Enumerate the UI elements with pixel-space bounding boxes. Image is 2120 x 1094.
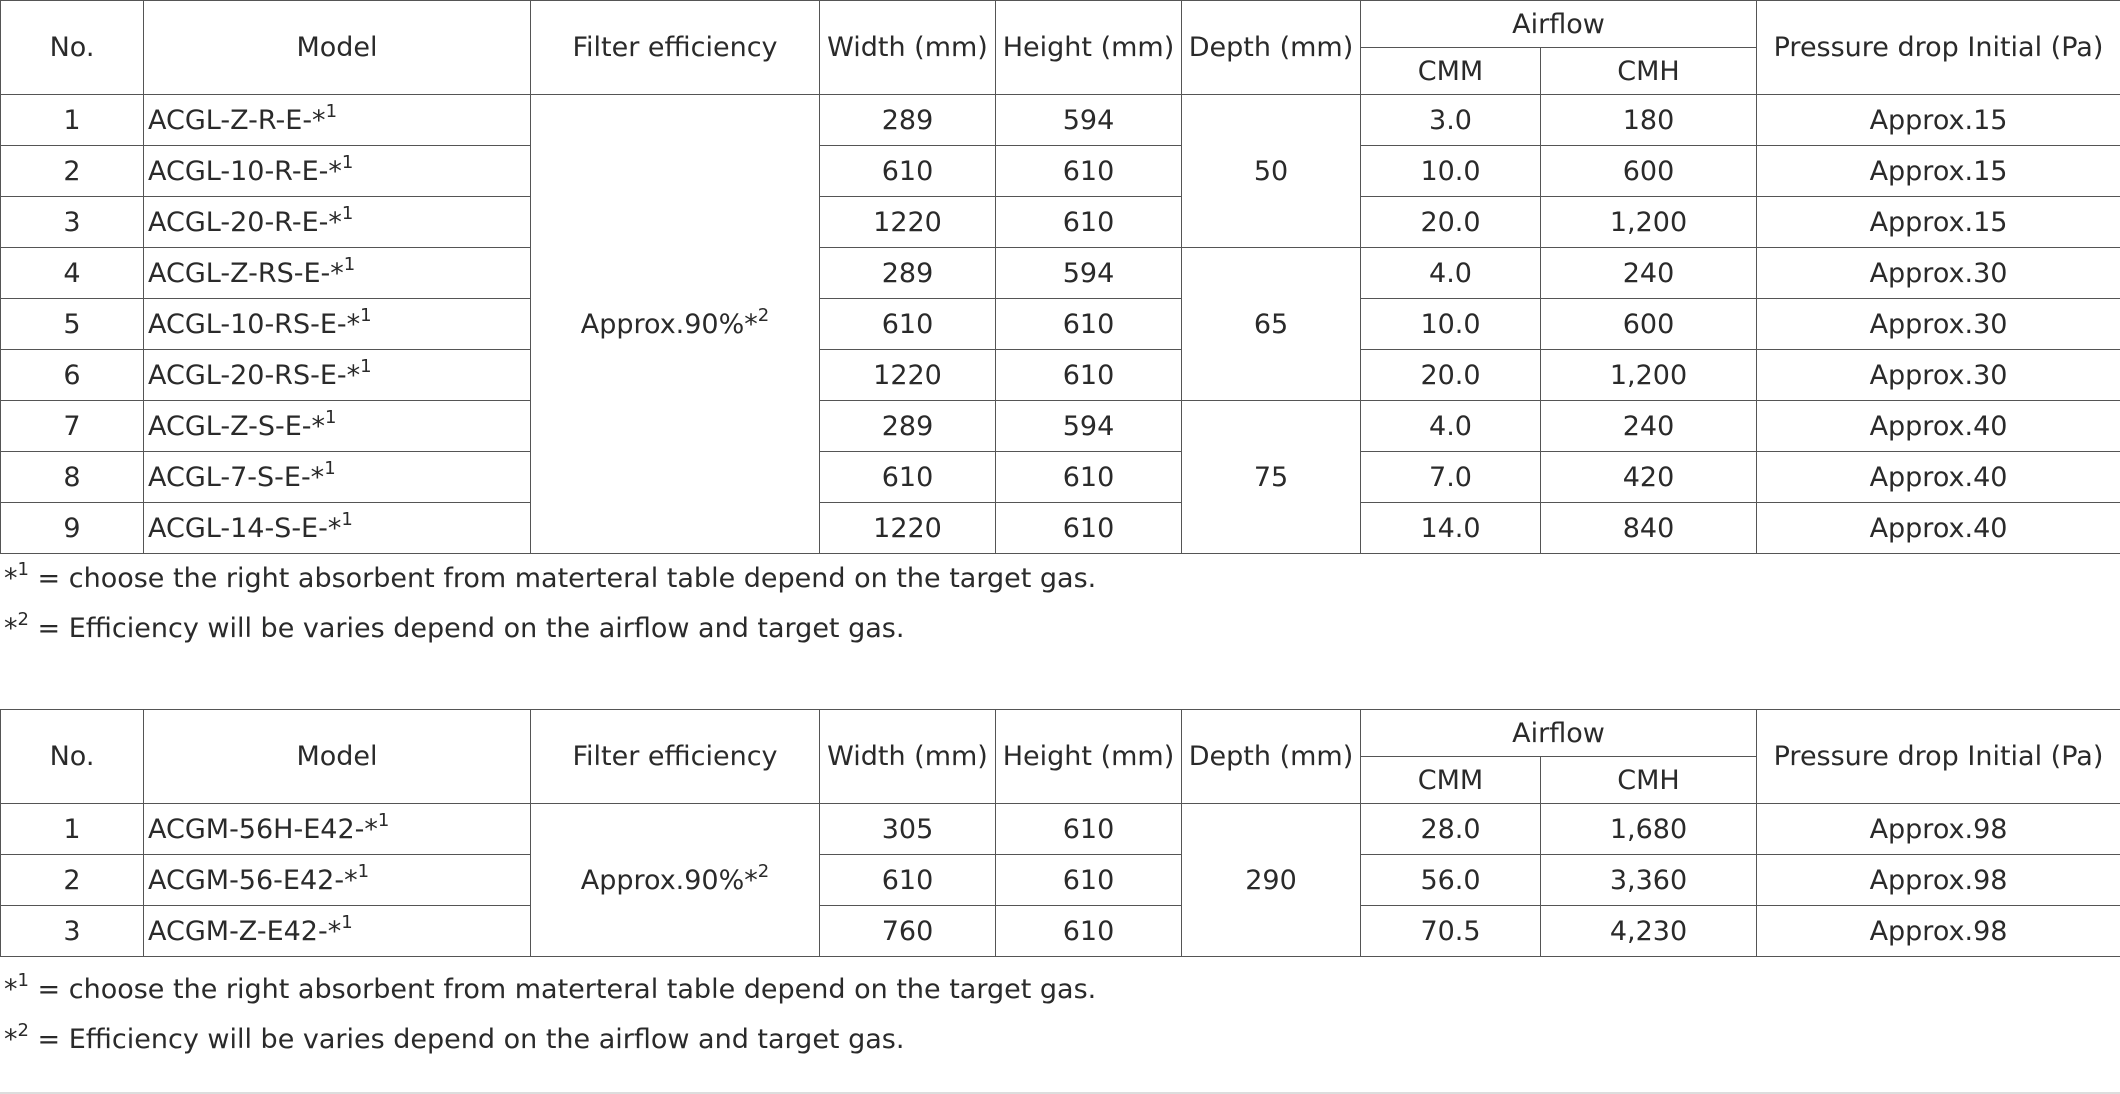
cell-cmm: 4.0 (1361, 401, 1541, 452)
cell-width: 289 (820, 401, 996, 452)
spec-section-acgm (0, 709, 2120, 1065)
table-row (1, 503, 2120, 554)
model-text: ACGM-Z-E42-* (148, 915, 342, 947)
footnote-mark: 1 (325, 406, 337, 428)
cell-height: 610 (996, 197, 1182, 248)
cell-model (144, 855, 531, 906)
footnote-text: = choose the right absorbent from materteral table depend on the target gas. (28, 974, 1097, 1005)
cell-width: 305 (820, 804, 996, 855)
footnote-mark: 1 (341, 202, 354, 224)
cell-width: 760 (820, 906, 996, 957)
cell-pressure-drop: Approx.40 (1757, 503, 2120, 554)
cell-width: 1220 (820, 197, 996, 248)
cell-no: 3 (1, 197, 144, 248)
footnote (4, 554, 2120, 604)
cell-depth: 290 (1182, 804, 1361, 957)
cell-width: 610 (820, 855, 996, 906)
cell-width: 289 (820, 95, 996, 146)
table-row (1, 855, 2120, 906)
footnote-text: = choose the right absorbent from materteral table depend on the target gas. (28, 563, 1097, 594)
header-model: Model (144, 710, 531, 804)
footnotes (0, 554, 2120, 654)
table-row (1, 299, 2120, 350)
cell-model (144, 452, 531, 503)
cell-no: 4 (1, 248, 144, 299)
cell-model (144, 804, 531, 855)
cell-height: 610 (996, 804, 1182, 855)
table-row (1, 95, 2120, 146)
footnotes (0, 957, 2120, 1065)
model-text: ACGM-56-E42-* (148, 864, 358, 896)
footnote-mark: 1 (360, 355, 372, 377)
spec-table-acgm (0, 709, 2120, 957)
table-row (1, 401, 2120, 452)
cell-model (144, 248, 531, 299)
cell-height: 610 (996, 146, 1182, 197)
cell-width: 610 (820, 299, 996, 350)
cell-height: 610 (996, 906, 1182, 957)
cell-pressure-drop: Approx.30 (1757, 299, 2120, 350)
cell-cmm: 7.0 (1361, 452, 1541, 503)
cell-cmh: 420 (1541, 452, 1757, 503)
footnote (4, 604, 2120, 654)
footnote-text: = Efficiency will be varies depend on the airflow and target gas. (28, 1024, 905, 1055)
header-cmh: CMH (1541, 48, 1757, 95)
model-text: ACGL-10-R-E-* (148, 155, 342, 187)
cell-pressure-drop: Approx.98 (1757, 906, 2120, 957)
model-text: ACGL-Z-R-E-* (148, 104, 326, 136)
cell-no: 1 (1, 804, 144, 855)
cell-cmh: 240 (1541, 248, 1757, 299)
header-height: Height (mm) (996, 710, 1182, 804)
cell-cmh: 180 (1541, 95, 1757, 146)
efficiency-text: Approx.90%* (580, 864, 758, 896)
model-text: ACGL-10-RS-E-* (148, 308, 361, 340)
cell-width: 610 (820, 146, 996, 197)
cell-height: 610 (996, 855, 1182, 906)
cell-no: 2 (1, 146, 144, 197)
cell-pressure-drop: Approx.15 (1757, 146, 2120, 197)
header-width: Width (mm) (820, 1, 996, 95)
cell-pressure-drop: Approx.15 (1757, 197, 2120, 248)
footnote-mark: 1 (341, 151, 354, 173)
footnote-mark: 1 (377, 809, 390, 831)
cell-no: 2 (1, 855, 144, 906)
footnote-number: 1 (17, 559, 29, 580)
cell-pressure-drop: Approx.40 (1757, 452, 2120, 503)
cell-pressure-drop: Approx.98 (1757, 804, 2120, 855)
cell-no: 9 (1, 503, 144, 554)
cell-cmm: 20.0 (1361, 197, 1541, 248)
cell-cmm: 20.0 (1361, 350, 1541, 401)
cell-cmh: 600 (1541, 299, 1757, 350)
header-model: Model (144, 1, 531, 95)
header-cmh: CMH (1541, 757, 1757, 804)
efficiency-text: Approx.90%* (580, 308, 758, 340)
cell-cmh: 1,680 (1541, 804, 1757, 855)
header-cmm: CMM (1361, 48, 1541, 95)
cell-pressure-drop: Approx.30 (1757, 248, 2120, 299)
cell-no: 7 (1, 401, 144, 452)
cell-model (144, 350, 531, 401)
header-pressure-drop: Pressure drop Initial (Pa) (1757, 1, 2120, 95)
cell-depth: 50 (1182, 95, 1361, 248)
cell-height: 610 (996, 299, 1182, 350)
cell-cmh: 240 (1541, 401, 1757, 452)
footnote-mark: 1 (341, 508, 353, 530)
cell-model (144, 401, 531, 452)
footnote-mark: * (4, 613, 18, 644)
table-row (1, 350, 2120, 401)
cell-cmm: 28.0 (1361, 804, 1541, 855)
header-no: No. (1, 1, 144, 95)
cell-width: 610 (820, 452, 996, 503)
footnote-mark: 1 (325, 100, 338, 122)
model-text: ACGL-14-S-E-* (148, 512, 342, 544)
cell-cmm: 10.0 (1361, 299, 1541, 350)
cell-model (144, 95, 531, 146)
cell-no: 1 (1, 95, 144, 146)
cell-height: 594 (996, 401, 1182, 452)
model-text: ACGL-20-RS-E-* (148, 359, 361, 391)
model-text: ACGL-7-S-E-* (148, 461, 325, 493)
footnote-mark: 1 (324, 457, 336, 479)
cell-height: 594 (996, 95, 1182, 146)
cell-filter-efficiency (531, 95, 820, 554)
cell-height: 594 (996, 248, 1182, 299)
model-text: ACGL-20-R-E-* (148, 206, 342, 238)
cell-pressure-drop: Approx.15 (1757, 95, 2120, 146)
table-row (1, 146, 2120, 197)
footnote-number: 1 (17, 970, 29, 991)
footnote-mark: * (4, 563, 18, 594)
cell-cmm: 70.5 (1361, 906, 1541, 957)
cell-cmh: 3,360 (1541, 855, 1757, 906)
cell-model (144, 299, 531, 350)
cell-cmm: 10.0 (1361, 146, 1541, 197)
model-text: ACGL-Z-RS-E-* (148, 257, 344, 289)
header-filter-efficiency: Filter efficiency (531, 710, 820, 804)
cell-no: 3 (1, 906, 144, 957)
header-airflow: Airflow (1361, 710, 1757, 757)
cell-cmh: 4,230 (1541, 906, 1757, 957)
cell-cmm: 14.0 (1361, 503, 1541, 554)
cell-no: 5 (1, 299, 144, 350)
footnote-number: 2 (17, 609, 29, 630)
cell-no: 8 (1, 452, 144, 503)
cell-model (144, 906, 531, 957)
header-filter-efficiency: Filter efficiency (531, 1, 820, 95)
cell-cmm: 56.0 (1361, 855, 1541, 906)
header-depth: Depth (mm) (1182, 1, 1361, 95)
header-height: Height (mm) (996, 1, 1182, 95)
header-no: No. (1, 710, 144, 804)
model-text: ACGM-56H-E42-* (148, 813, 378, 845)
table-row (1, 906, 2120, 957)
footnote-mark: 1 (343, 253, 356, 275)
header-cmm: CMM (1361, 757, 1541, 804)
table-row (1, 197, 2120, 248)
cell-width: 1220 (820, 350, 996, 401)
cell-pressure-drop: Approx.98 (1757, 855, 2120, 906)
footnote-mark: 1 (357, 860, 370, 882)
cell-cmh: 600 (1541, 146, 1757, 197)
cell-model (144, 503, 531, 554)
cell-pressure-drop: Approx.40 (1757, 401, 2120, 452)
cell-width: 289 (820, 248, 996, 299)
cell-pressure-drop: Approx.30 (1757, 350, 2120, 401)
cell-height: 610 (996, 503, 1182, 554)
footnote (4, 1015, 2120, 1065)
footnote-number: 2 (17, 1020, 29, 1041)
footnote (4, 965, 2120, 1015)
cell-cmm: 3.0 (1361, 95, 1541, 146)
cell-depth: 65 (1182, 248, 1361, 401)
footnote-text: = Efficiency will be varies depend on the airflow and target gas. (28, 613, 905, 644)
cell-height: 610 (996, 350, 1182, 401)
table-row (1, 804, 2120, 855)
header-pressure-drop: Pressure drop Initial (Pa) (1757, 710, 2120, 804)
footnote-mark: * (4, 974, 18, 1005)
header-depth: Depth (mm) (1182, 710, 1361, 804)
table-row (1, 452, 2120, 503)
header-width: Width (mm) (820, 710, 996, 804)
model-text: ACGL-Z-S-E-* (148, 410, 326, 442)
footnote-mark: 2 (757, 860, 770, 882)
cell-cmm: 4.0 (1361, 248, 1541, 299)
table-row (1, 248, 2120, 299)
cell-model (144, 197, 531, 248)
footnote-mark: 1 (360, 304, 372, 326)
footnote-mark: * (4, 1024, 18, 1055)
cell-width: 1220 (820, 503, 996, 554)
footnote-mark: 2 (757, 304, 770, 326)
cell-no: 6 (1, 350, 144, 401)
cell-cmh: 840 (1541, 503, 1757, 554)
header-airflow: Airflow (1361, 1, 1757, 48)
cell-filter-efficiency (531, 804, 820, 957)
cell-height: 610 (996, 452, 1182, 503)
cell-cmh: 1,200 (1541, 197, 1757, 248)
cell-depth: 75 (1182, 401, 1361, 554)
footnote-mark: 1 (341, 911, 353, 933)
cell-model (144, 146, 531, 197)
cell-cmh: 1,200 (1541, 350, 1757, 401)
